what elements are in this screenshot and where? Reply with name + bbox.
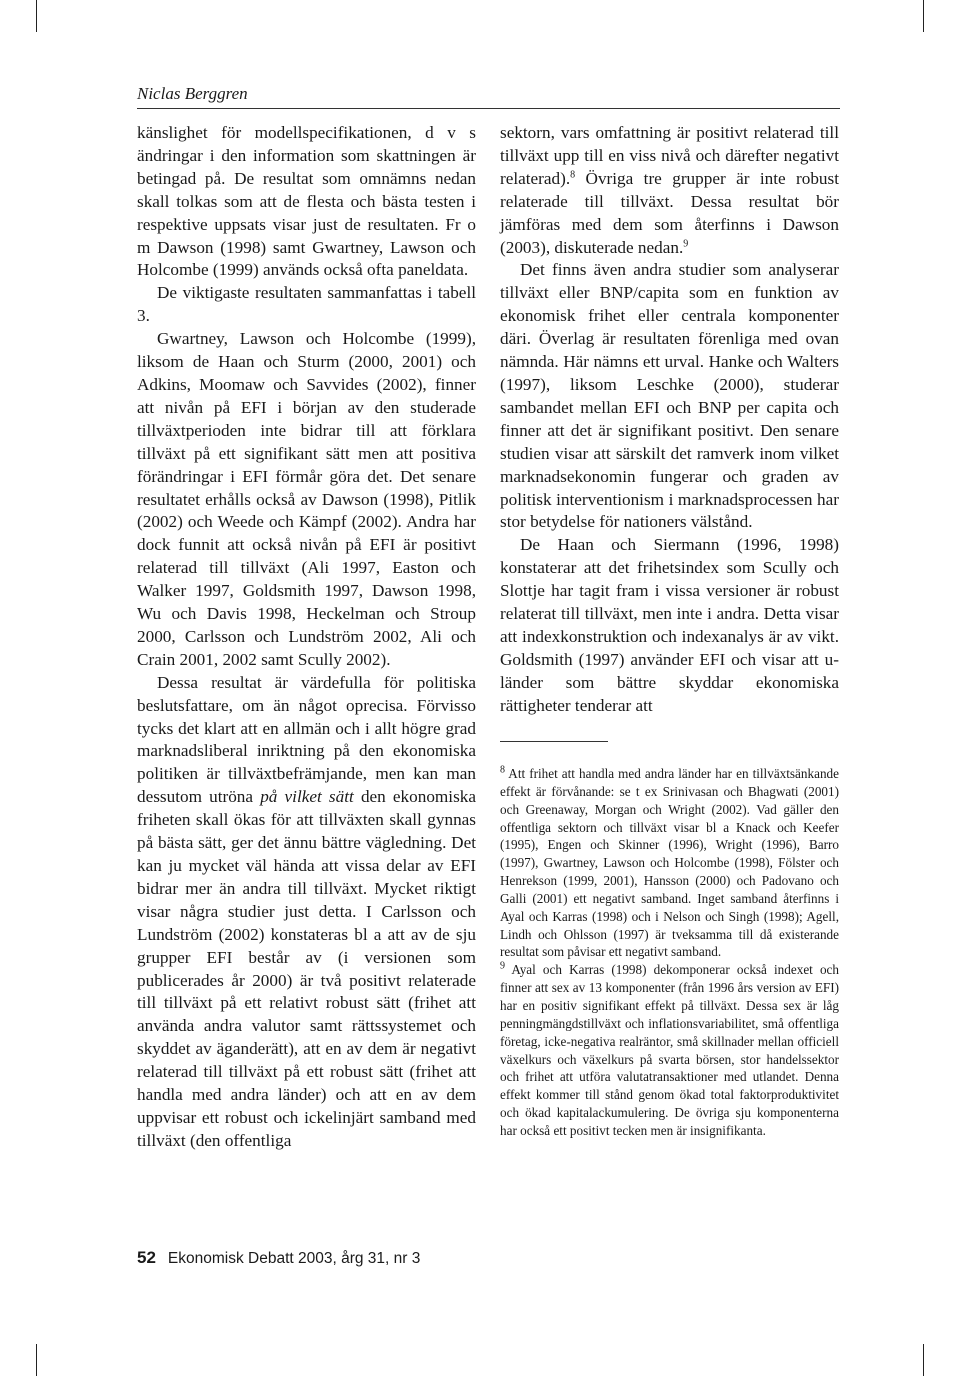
left-paragraph-4 bbox=[137, 672, 476, 1153]
right-paragraph-3: De Haan och Siermann (1996, 1998) konstaterar att det frihetsindex som Scully och Slottje har tagit fram i vissa versioner är robust relaterat till tillväxt, men inte i andra. Detta visar att indexkonstruktion och indexanalys är av vikt. Goldsmith (1997) använder EFI och visar att u-länder som bättre skyddar ekonomiska rättigheter tenderar att bbox=[500, 535, 839, 715]
right-column bbox=[500, 122, 839, 718]
right-paragraph-1-part-b: Övriga tre grupper är inte robust relaterade till tillväxt. Dessa resultat bör jämföras med dem som återfinns i Dawson (2003), diskuterade nedan. bbox=[500, 168, 839, 257]
left-paragraph-3: Gwartney, Lawson och Holcombe (1999), liksom de Haan och Sturm (2000, 2001) och Adkins, Moomaw och Savvides (2002), finner att nivån på EFI i början av den studerade tillväxtperioden inte bidrar till att förklara tillväxt på ett signifikant sätt men att positiva förändringar i EFI förmår göra det. Det senare resultatet erhålls också av Dawson (1998), Pitlik (2002) och Weede och Kämpf (2002). Andra har dock funnit att också nivån på EFI är positivt relaterad till tillväxt (Ali 1997, Easton och Walker 1997, Goldsmith 1997, Dawson 1998, Wu och Davis 1998, Heckelman och Stroup 2000, Carlsson och Lundström 2002, Ali och Crain 2001, 2002 samt Scully 2002). bbox=[137, 329, 476, 669]
crop-mark-bottom-right bbox=[923, 1344, 924, 1376]
page-footer bbox=[137, 1248, 420, 1268]
left-paragraph-4-part-a: Dessa resultat är värdefulla för politiska beslutsfattare, om än något oprecisa. Förvisso tycks det klart att en allmän och i allt högre grad marknadsliberal inriktning på den ekonomiska politiken är tillväxtbefrämjande, men kan man dessutom utröna bbox=[137, 672, 476, 807]
crop-mark-bottom-left bbox=[36, 1344, 37, 1376]
footnote-9 bbox=[500, 961, 839, 1139]
header-rule bbox=[137, 108, 840, 109]
footnotes bbox=[500, 765, 839, 1140]
running-header-author: Niclas Berggren bbox=[137, 84, 248, 103]
right-paragraph-1 bbox=[500, 122, 839, 259]
footnote-ref-9[interactable]: 9 bbox=[683, 237, 689, 249]
footnote-rule bbox=[500, 741, 608, 742]
footnote-8-number: 8 bbox=[500, 764, 505, 776]
left-column bbox=[137, 122, 476, 1153]
footnote-8-text: Att frihet att handla med andra länder har en tillväxtsänkande effekt är förvånande: se t ex Srinivasan och Bhagwati (2001) och Greenaway, Morgan och Wright (2002). Vad gäller den offentliga sektorn och tillväxt visar bl a Knack och Keefer (1995), Engen och Skinner (1996), Wright (1996), Barro (1997), Gwartney, Lawson och Holcombe (1998), Fölster och Henrekson (1999, 2001), Hansson (2000) och Padovano och Galli (2001) ett negativt samband. Inget samband återfinns i Ayal och Karras (1998) och i Nelson och Singh (1998); Agell, Lindh och Ohlsson (1997) är tveksamma till då existerande resultat som påvisar ett negativt samband. bbox=[500, 766, 839, 960]
footnote-8 bbox=[500, 765, 839, 961]
right-paragraph-1-part-a: sektorn, vars omfattning är positivt relaterad till tillväxt upp till en viss nivå och därefter negativt relaterad). bbox=[500, 123, 839, 188]
left-paragraph-2: De viktigaste resultaten sammanfattas i tabell 3. bbox=[137, 283, 476, 326]
right-paragraph-2: Det finns även andra studier som analyserar tillväxt eller BNP/capita som en funktion av ekonomisk frihet eller centrala komponenter däri. Överlag är resultaten förenliga med ovan nämnda. Här nämns ett urval. Hanke och Walters (1997), liksom Leschke (2000), studerar sambandet mellan EFI och BNP per capita och finner att det är signifikant positivt. Den senare studien visar att särskilt det ramverk inom vilket marknadsekonomin fungerar och graden av politisk interventionism i marknadsprocessen har stor betydelse för nationers välstånd. bbox=[500, 260, 839, 532]
left-paragraph-1: känslighet för modellspecifikationen, d v s ändringar i den information som skattningen är betingad på. De resultat som omnämns nedan skall tolkas som att de flesta och bästa testen i respektive uppsats visar just de resultaten. Fr o m Dawson (1998) samt Gwartney, Lawson och Holcombe (1999) används också ofta paneldata. bbox=[137, 123, 476, 280]
left-paragraph-4-emphasis: på vilket sätt bbox=[260, 787, 354, 807]
left-paragraph-4-part-b: den ekonomiska friheten skall ökas för att tillväxten skall gynnas på bästa sätt, ger det ännu bättre vägledning. Det kan ju mycket väl hända att vissa delar av EFI bidrar mer än andra till tillväxt. Mycket riktigt visar några studier just detta. I Carlsson och Lundström (2002) konstateras bl a att av de sju grupper EFI består av (i versionen som publicerades år 2000) är två positivt relaterade till tillväxt på ett relativt robust sätt (frihet att använda andra valutor samt rättssystemet och skyddet av äganderätt), att en av dem är negativt relaterad till tillväxt på ett robust sätt (frihet att handla med andra länder) och att en av dem uppvisar ett robust och ickelinjärt samband med tillväxt (den offentliga bbox=[137, 787, 476, 1150]
footnote-9-number: 9 bbox=[500, 960, 505, 972]
crop-mark-top-left bbox=[36, 0, 37, 32]
page-number: 52 bbox=[137, 1248, 156, 1267]
journal-info: Ekonomisk Debatt 2003, årg 31, nr 3 bbox=[167, 1250, 421, 1267]
crop-mark-top-right bbox=[923, 0, 924, 32]
footnote-9-text: Ayal och Karras (1998) dekomponerar också indexet och finner att sex av 13 komponenter (från 1996 års version av EFI) har en positiv signifikant effekt på tillväxt. Dessa sex är låg penningmängdstillväxt och inflationsvariabilitet, små offentliga företag, icke-negativa realräntor, små skillnader mellan officiell växelkurs och växelkurs på svarta börsen, stor handelssektor och frihet att utföra valutatransaktioner med utlandet. Denna effekt kommer till stånd genom ökad total faktorproduktivitet och ökad kapitalackumulering. De övriga sju komponenterna har också ett positivt tecken men är insignifikanta. bbox=[500, 962, 839, 1138]
footnote-ref-8[interactable]: 8 bbox=[570, 169, 576, 181]
